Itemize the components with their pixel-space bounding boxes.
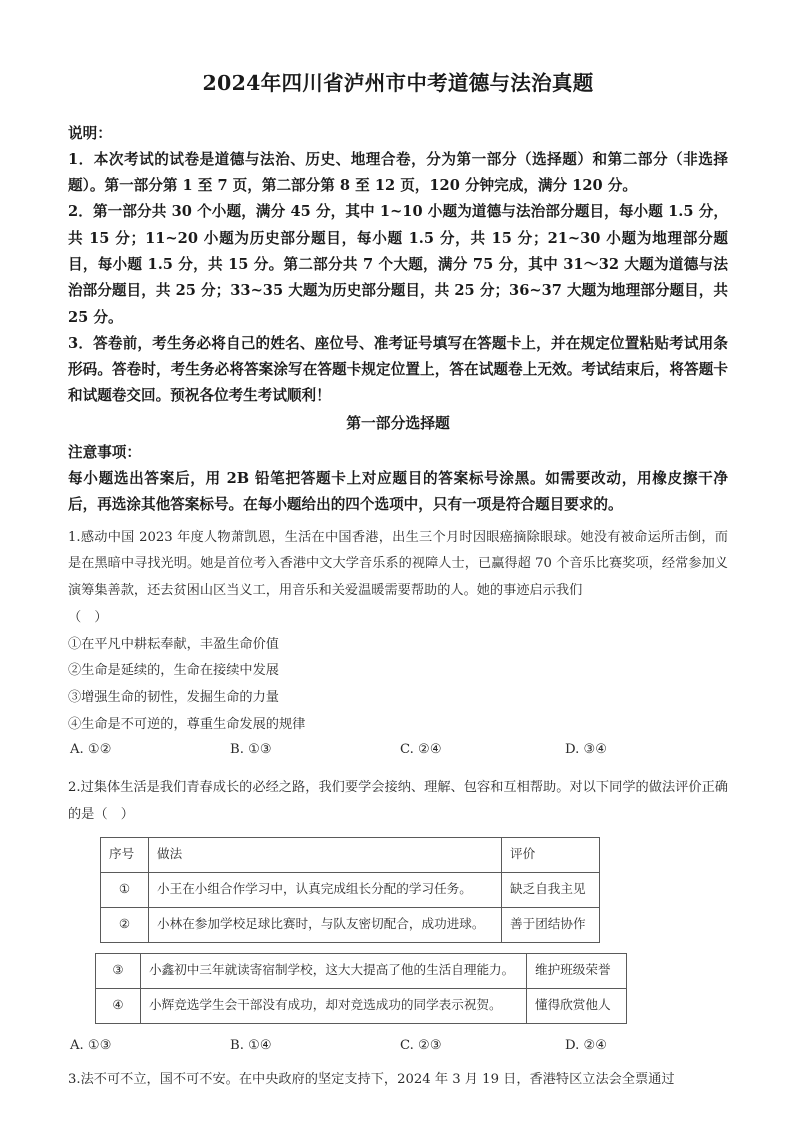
question-1-option-d[interactable]: D. ③④ [565,741,608,757]
question-2-table-top [100,837,600,943]
question-2-blank: （ ） [94,806,134,822]
table-cell-evaluation-2: 善于团结协作 [502,908,600,943]
question-3 [68,1067,728,1094]
table-cell-evaluation-4: 懂得欣赏他人 [527,989,627,1024]
question-2-option-d[interactable]: D. ②④ [565,1037,608,1053]
question-1-subitem-3: ③增强生命的韧性，发掘生命的力量 [68,690,279,706]
question-1-blank: （ ） [68,609,108,625]
page-title: 2024年四川省泸州市中考道德与法治真题 [202,71,594,95]
question-2-table-top-wrapper [100,837,600,943]
instruction-item-2: 2．第一部分共 30 个小题，满分 45 分，其中 1~10 小题为道德与法治部分题目，每小题 1.5 分，共 15 分；11~20 小题为历史部分题目，每小题 1.5 分，共 15 分；21~30 小题为地理部分题目，每小题 1.5 分，共 15 分。第二部分共 7 个大题，满分 75 分，其中 31～32 大题为道德与法治部分题目，共 25 分；33~35 大题为历史部分题目，共 25 分；36~37 大题为地理部分题目，共 25 分。 [68,203,728,326]
question-1-stem [68,525,728,605]
table-cell-seq-4: ④ [96,989,141,1024]
table-header-action: 做法 [149,838,502,873]
question-1 [68,525,728,632]
instructions-label: 说明： [68,124,112,142]
question-2-option-a[interactable]: A. ①③ [70,1037,112,1053]
instructions-block [68,121,728,410]
question-2-table-bottom-wrapper [95,953,627,1024]
instruction-item-1: 1．本次考试的试卷是道德与法治、历史、地理合卷，分为第一部分（选择题）和第二部分（非选择题）。第一部分第 1 至 7 页，第二部分第 8 至 12 页，120 分钟完成，满分 120 分。 [68,150,728,195]
table-cell-evaluation-3: 维护班级荣誉 [527,954,627,989]
table-cell-action-4: 小辉竞选学生会干部没有成功，却对竞选成功的同学表示祝贺。 [141,989,527,1024]
question-1-option-b[interactable]: B. ①③ [230,741,272,757]
question-2 [68,775,728,829]
question-2-table-bottom [95,953,627,1024]
question-2-number: 2. [68,779,81,795]
question-2-options [68,1038,728,1065]
question-1-option-a[interactable]: A. ①② [70,741,112,757]
question-1-subitem-1: ①在平凡中耕耘奉献，丰盈生命价值 [68,636,279,652]
question-2-option-c[interactable]: C. ②③ [400,1037,442,1053]
section-heading: 第一部分选择题 [346,414,450,432]
table-cell-action-2: 小林在参加学校足球比赛时，与队友密切配合，成功进球。 [149,908,502,943]
instruction-item-3: 3．答卷前，考生务必将自己的姓名、座位号、准考证号填写在答题卡上，并在规定位置粘贴考试用条形码。答卷时，考生务必将答案涂写在答题卡规定位置上，答在试题卷上无效。考试结束后，将答题卡和试题卷交回。预祝各位考生考试顺利！ [68,334,728,405]
notice-label: 注意事项： [68,443,141,461]
table-row [101,873,600,908]
question-2-stem [68,775,728,829]
question-1-subitem-2: ②生命是延续的，生命在接续中发展 [68,663,279,679]
question-2-text: 过集体生活是我们青春成长的必经之路，我们要学会接纳、理解、包容和互相帮助。对以下同学的做法评价正确的是 [68,779,728,822]
notice-text: 每小题选出答案后，用 2B 铅笔把答题卡上对应题目的答案标号涂黑。如需要改动，用橡皮擦干净后，再选涂其他答案标号。在每小题给出的四个选项中，只有一项是符合题目要求的。 [68,469,728,514]
question-3-number: 3. [68,1071,81,1087]
table-cell-action-1: 小王在小组合作学习中，认真完成组长分配的学习任务。 [149,873,502,908]
question-2-option-b[interactable]: B. ①④ [230,1037,272,1053]
table-header-seq: 序号 [101,838,149,873]
table-cell-seq-2: ② [101,908,149,943]
notice-block [68,440,728,519]
question-1-number: 1. [68,529,81,545]
table-cell-evaluation-1: 缺乏自我主见 [502,873,600,908]
table-header-evaluation: 评价 [502,838,600,873]
table-cell-seq-3: ③ [96,954,141,989]
table-row [96,989,627,1024]
question-1-options [68,742,728,769]
table-cell-action-3: 小鑫初中三年就读寄宿制学校，这大大提高了他的生活自理能力。 [141,954,527,989]
table-row [96,954,627,989]
table-header-row [101,838,600,873]
question-3-text: 法不可不立，国不可不安。在中央政府的坚定支持下，2024 年 3 月 19 日，香港特区立法会全票通过 [80,1071,675,1087]
page-content [68,0,728,1094]
question-1-text: 感动中国 2023 年度人物萧凯恩，生活在中国香港，出生三个月时因眼癌摘除眼球。她没有被命运所击倒，而是在黑暗中寻找光明。她是首位考入香港中文大学音乐系的视障人士，已赢得超 70 个音乐比赛奖项，经常参加义演筹集善款，还去贫困山区当义工，用音乐和关爱温暖需要帮助的人。她的事迹启示我们 [68,529,728,599]
question-3-stem [68,1067,728,1094]
table-cell-seq-1: ① [101,873,149,908]
question-1-option-c[interactable]: C. ②④ [400,741,442,757]
question-1-subitem-4: ④生命是不可逆的，尊重生命发展的规律 [68,717,306,733]
table-row [101,908,600,943]
